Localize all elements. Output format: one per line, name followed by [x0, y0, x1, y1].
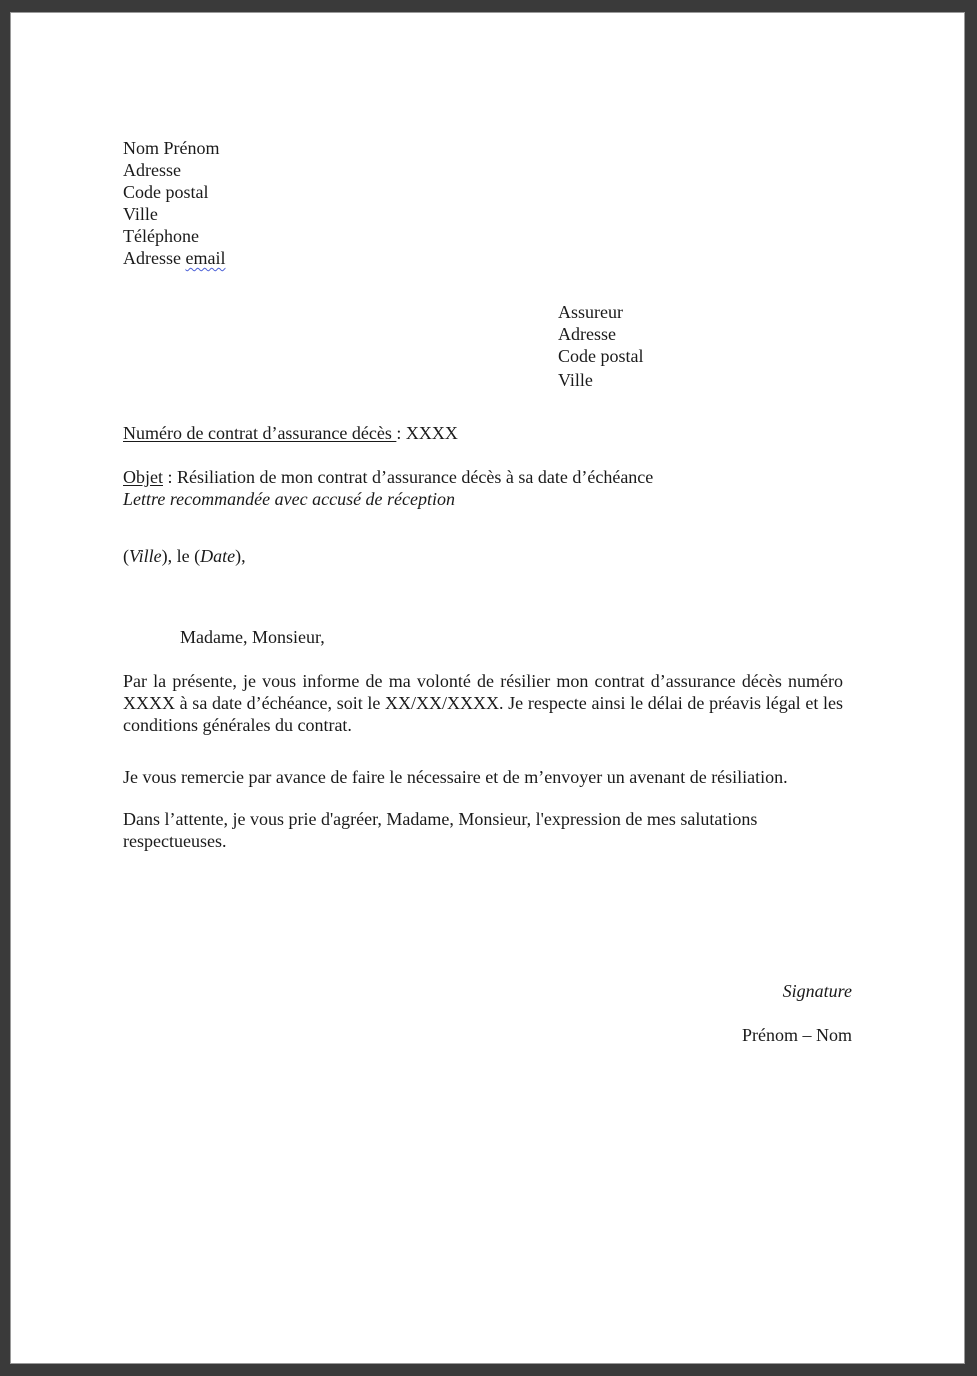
signature-name: Prénom – Nom — [742, 1025, 852, 1045]
sender-email — [123, 247, 225, 269]
contract-value: : XXXX — [396, 423, 458, 443]
recipient-address: Adresse — [558, 324, 616, 344]
contract-label: Numéro de contrat d’assurance décès — [123, 423, 397, 443]
sender-name: Nom Prénom — [123, 138, 220, 158]
recipient-city: Ville — [558, 370, 593, 390]
sender-postal-code: Code postal — [123, 182, 209, 202]
dateline-city: Ville — [129, 546, 162, 566]
body-paragraph-1: Par la présente, je vous informe de ma volonté de résilier mon contrat d’assurance décès numéro XXXX à sa date d’échéance, soit le XX/XX/XXXX. Je respecte ainsi le délai de préavis légal et les conditions générales du contrat. — [123, 671, 843, 735]
body-paragraph-3: Dans l’attente, je vous prie d'agréer, Madame, Monsieur, l'expression de mes salutations respectueuses. — [123, 809, 758, 851]
recipient-block — [558, 301, 644, 391]
spellcheck-word-email[interactable]: email — [185, 248, 226, 268]
sender-city: Ville — [123, 204, 158, 224]
sender-block — [123, 137, 225, 269]
place-date-line — [123, 545, 246, 567]
subject-label: Objet — [123, 467, 163, 487]
body-paragraph-2: Je vous remercie par avance de faire le nécessaire et de m’envoyer un avenant de résiliation. — [123, 767, 788, 787]
subject-block — [123, 466, 653, 510]
sender-phone: Téléphone — [123, 226, 199, 246]
recipient-postal-code: Code postal — [558, 346, 644, 366]
dateline-middle: ), le ( — [161, 546, 201, 566]
contract-number-line — [123, 422, 458, 444]
sender-email-prefix: Adresse — [123, 248, 186, 268]
subject-text: : Résiliation de mon contrat d’assurance décès à sa date d’échéance — [163, 467, 654, 487]
sender-address: Adresse — [123, 160, 181, 180]
signature: Signature — [782, 981, 852, 1001]
dateline-paren-open: ( — [123, 546, 129, 566]
document-page — [10, 12, 965, 1364]
greeting: Madame, Monsieur, — [180, 627, 325, 647]
dateline-close: ), — [235, 546, 246, 566]
dateline-date: Date — [200, 546, 236, 566]
subject-line — [123, 466, 653, 488]
recipient-name: Assureur — [558, 302, 623, 322]
delivery-mode: Lettre recommandée avec accusé de réception — [123, 489, 456, 509]
